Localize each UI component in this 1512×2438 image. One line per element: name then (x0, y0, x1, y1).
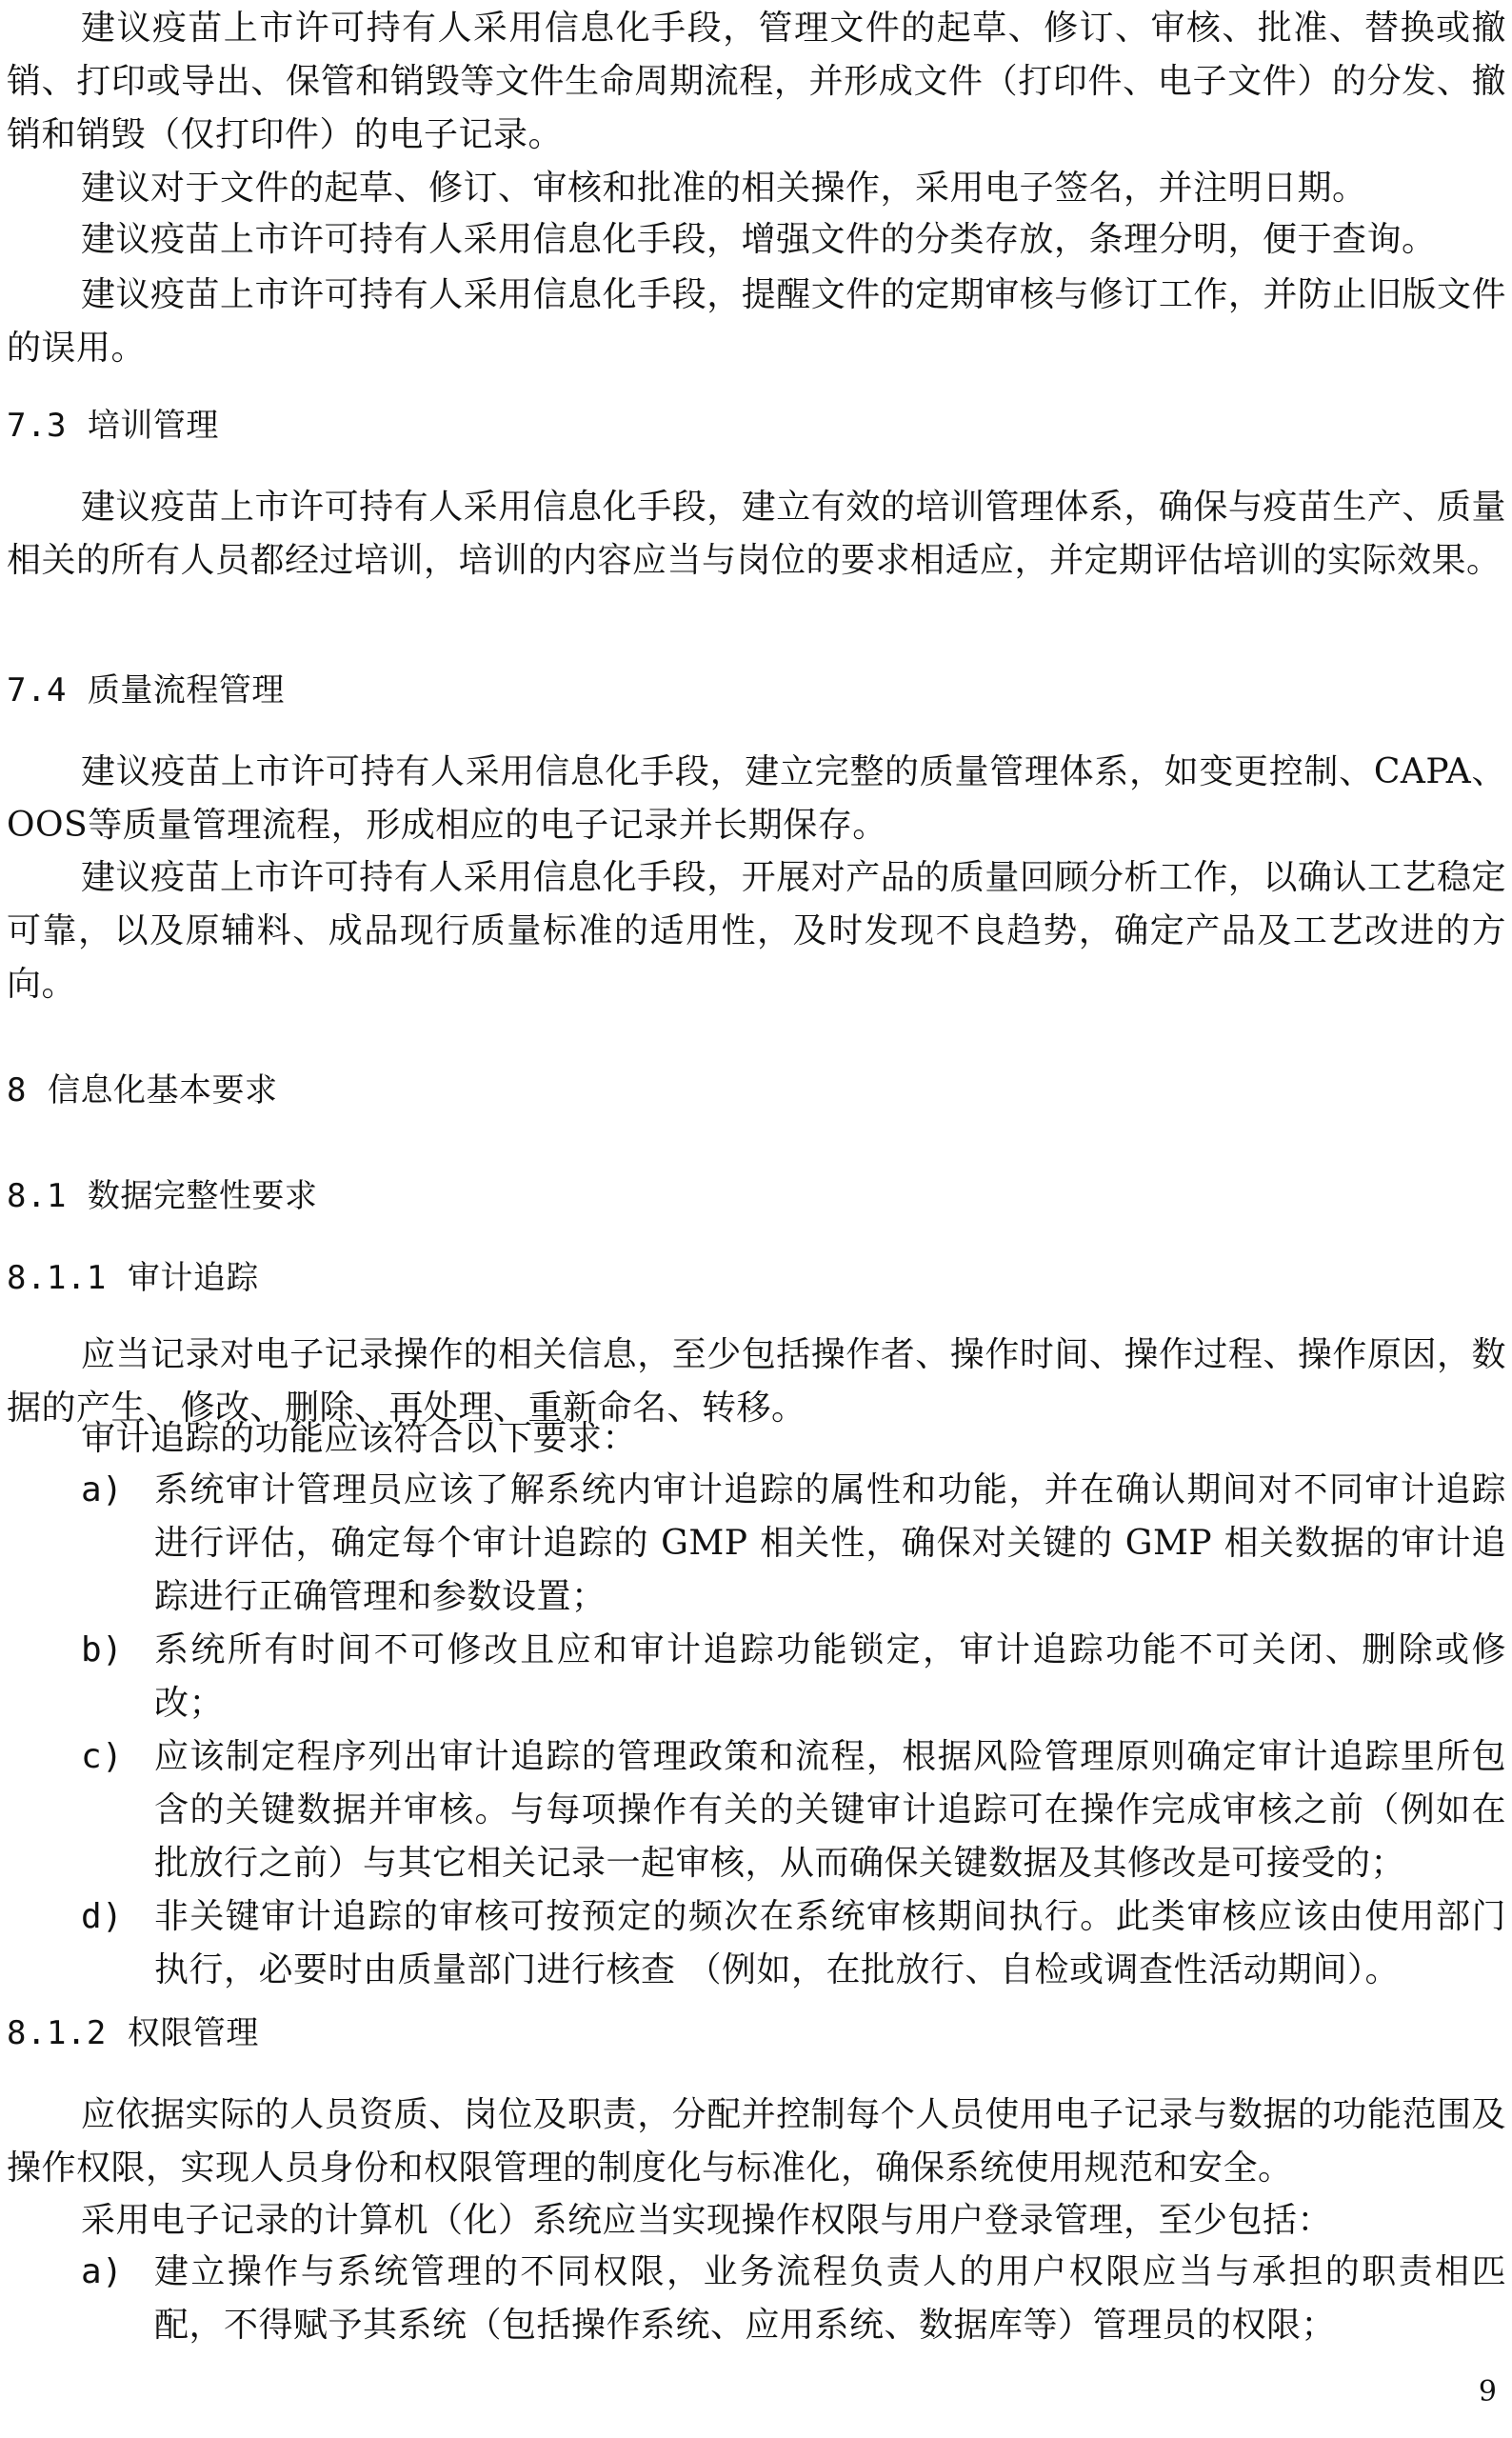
paragraph: 审计追踪的功能应该符合以下要求： (81, 1419, 638, 1458)
list-item (7, 2246, 1506, 2352)
list-item-text: 应该制定程序列出审计追踪的管理政策和流程，根据风险管理原则确定审计追踪里所包含的关键数据并审核。与每项操作有关的关键审计追踪可在操作完成审核之前（例如在批放行之前）与其它相关记录一起审核，从而确保关键数据及其修改是可接受的； (154, 1737, 1506, 1883)
audit-trail-requirements-list (7, 1464, 1506, 1997)
section-number: 8.1.1 (7, 1259, 107, 1297)
paragraph: 建议对于文件的起草、修订、审核和批准的相关操作，采用电子签名，并注明日期。 (81, 169, 1367, 208)
paragraph: 应依据实际的人员资质、岗位及职责，分配并控制每个人员使用电子记录与数据的功能范围及操作权限，实现人员身份和权限管理的制度化与标准化，确保系统使用规范和安全。 (7, 2095, 1506, 2188)
section-7-4-heading (7, 664, 1506, 717)
paragraph: 应当记录对电子记录操作的相关信息，至少包括操作者、操作时间、操作过程、操作原因，数据的产生、修改、删除、再处理、重新命名、转移。 (7, 1335, 1506, 1428)
list-item-text: 系统审计管理员应该了解系统内审计追踪的属性和功能，并在确认期间对不同审计追踪进行评估，确定每个审计追踪的 GMP 相关性，确保对关键的 GMP 相关数据的审计追踪进行正确管理和参数设置； (154, 1470, 1506, 1616)
section-number: 8.1 (7, 1177, 67, 1215)
list-marker: b) (81, 1630, 124, 1669)
section-number: 7.4 (7, 671, 67, 709)
list-item-text: 系统所有时间不可修改且应和审计追踪功能锁定，审计追踪功能不可关闭、删除或修改； (154, 1630, 1506, 1723)
permission-requirements-list (7, 2246, 1506, 2352)
paragraph: 建议疫苗上市许可持有人采用信息化手段，提醒文件的定期审核与修订工作，并防止旧版文件的误用。 (7, 275, 1506, 368)
list-item-text: 非关键审计追踪的审核可按预定的频次在系统审核期间执行。此类审核应该由使用部门执行，必要时由质量部门进行核查 （例如，在批放行、自检或调查性活动期间）。 (154, 1897, 1506, 1989)
section-title: 质量流程管理 (87, 671, 285, 709)
list-item-text: 建立操作与系统管理的不同权限，业务流程负责人的用户权限应当与承担的职责相匹配，不得赋予其系统（包括操作系统、应用系统、数据库等）管理员的权限； (154, 2252, 1506, 2345)
list-item (7, 1890, 1506, 1997)
list-item (7, 1624, 1506, 1730)
paragraph: 建议疫苗上市许可持有人采用信息化手段，增强文件的分类存放，条理分明，便于查询。 (81, 220, 1437, 259)
section-number: 8 (7, 1071, 27, 1109)
paragraph: 建议疫苗上市许可持有人采用信息化手段，建立有效的培训管理体系，确保与疫苗生产、质量相关的所有人员都经过培训，培训的内容应当与岗位的要求相适应，并定期评估培训的实际效果。 (7, 488, 1506, 580)
section-8-1-1-heading (7, 1251, 1506, 1305)
section-8-1-heading (7, 1169, 1506, 1223)
section-title: 培训管理 (87, 407, 219, 445)
list-marker: a) (81, 1470, 124, 1509)
paragraph: 建议疫苗上市许可持有人采用信息化手段，建立完整的质量管理体系，如变更控制、CAPA、OOS等质量管理流程，形成相应的电子记录并长期保存。 (7, 752, 1506, 845)
section-title: 权限管理 (127, 2014, 259, 2052)
list-marker: d) (81, 1897, 124, 1936)
section-title: 审计追踪 (127, 1259, 259, 1297)
section-number: 8.1.2 (7, 2014, 107, 2052)
chapter-8-heading (7, 1064, 1506, 1117)
paragraph: 建议疫苗上市许可持有人采用信息化手段，开展对产品的质量回顾分析工作，以确认工艺稳定可靠，以及原辅料、成品现行质量标准的适用性，及时发现不良趋势，确定产品及工艺改进的方向。 (7, 858, 1506, 1004)
section-title: 信息化基本要求 (47, 1071, 278, 1109)
section-number: 7.3 (7, 407, 67, 445)
list-marker: a) (81, 2252, 124, 2291)
section-title: 数据完整性要求 (87, 1177, 318, 1215)
list-marker: c) (81, 1737, 124, 1776)
paragraph: 建议疫苗上市许可持有人采用信息化手段，管理文件的起草、修订、审核、批准、替换或撤销、打印或导出、保管和销毁等文件生命周期流程，并形成文件（打印件、电子文件）的分发、撤销和销毁（仅打印件）的电子记录。 (7, 9, 1506, 154)
section-7-3-heading (7, 399, 1506, 452)
section-8-1-2-heading (7, 2007, 1506, 2060)
paragraph: 采用电子记录的计算机（化）系统应当实现操作权限与用户登录管理，至少包括： (81, 2201, 1333, 2240)
list-item (7, 1464, 1506, 1624)
page-number: 9 (1478, 2375, 1497, 2408)
list-item (7, 1730, 1506, 1890)
